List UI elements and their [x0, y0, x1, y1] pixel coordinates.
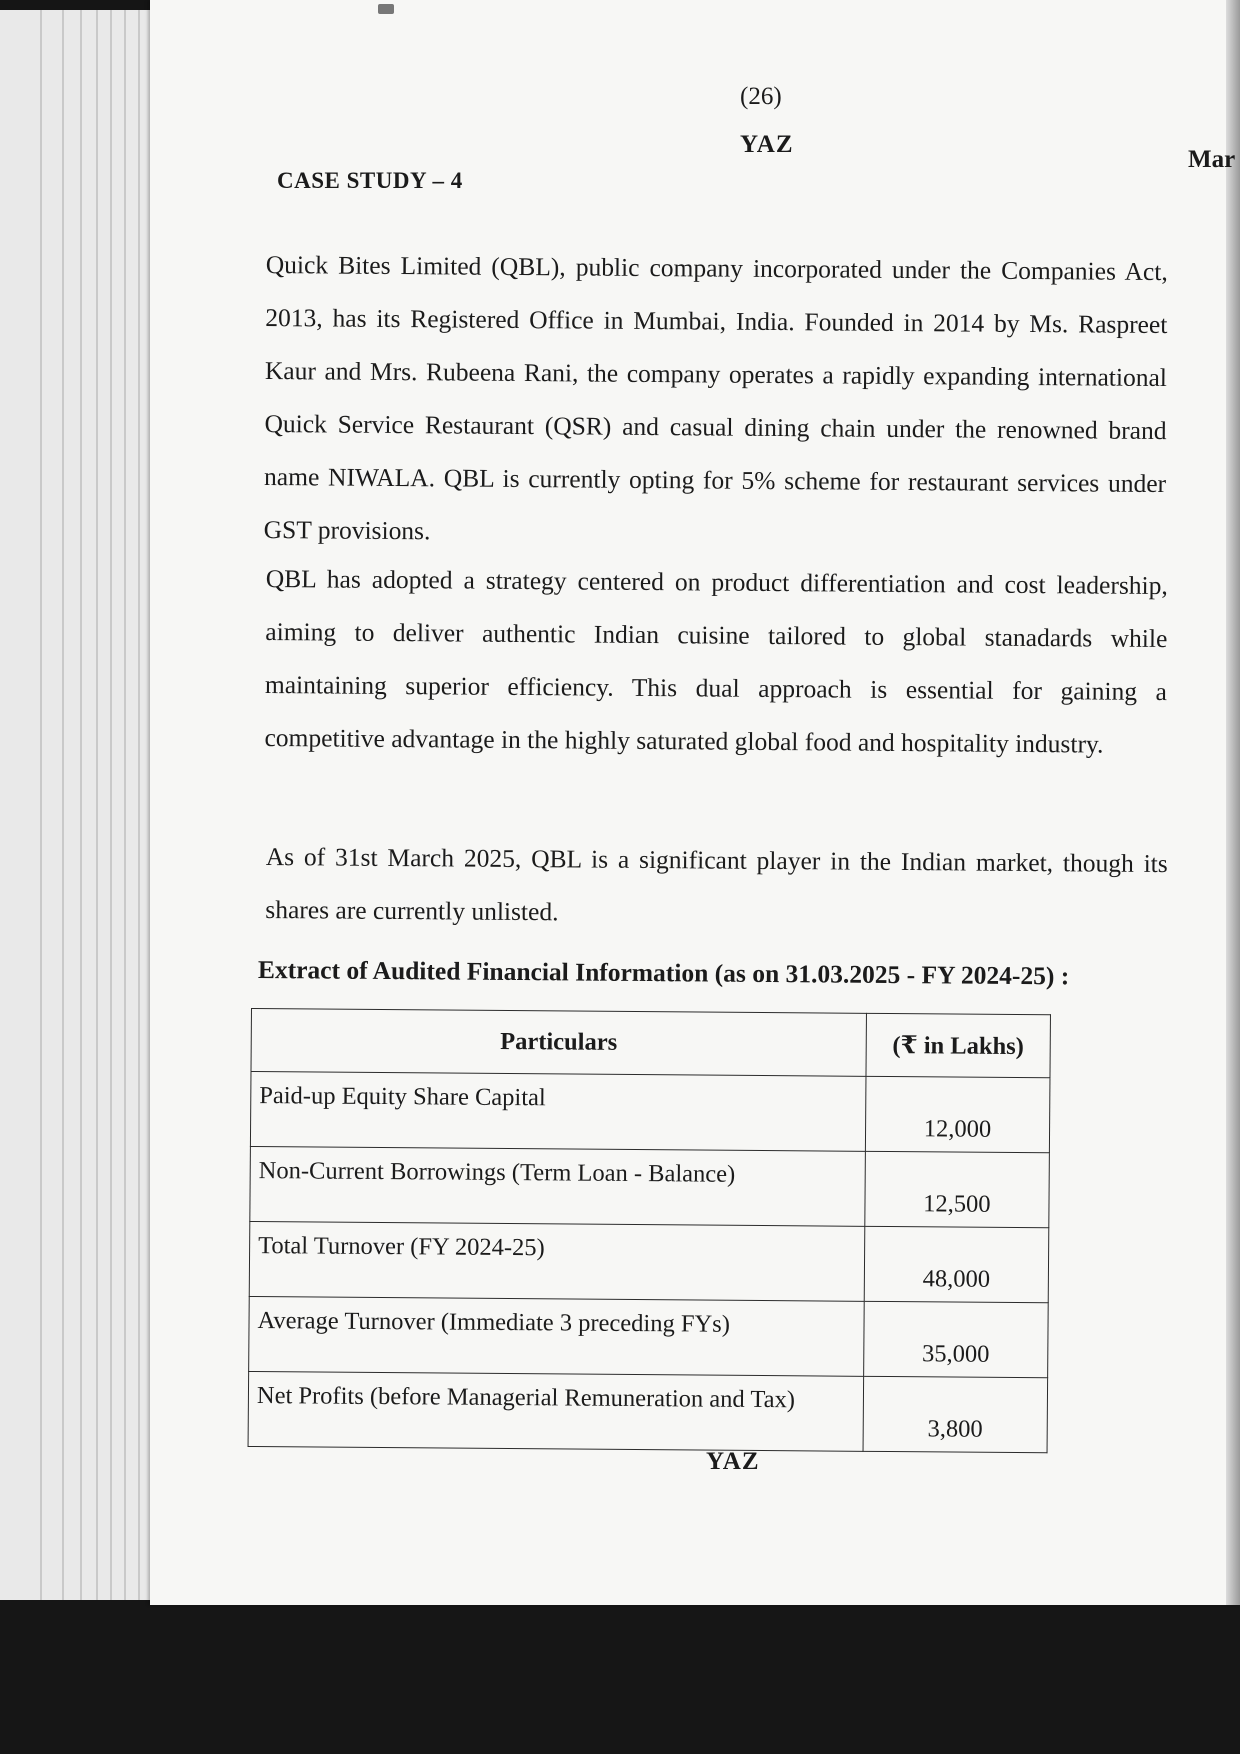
table-row: [248, 1371, 1048, 1452]
row-amount: 35,000: [864, 1301, 1049, 1377]
row-amount: 48,000: [864, 1226, 1049, 1302]
table-row: [250, 1072, 1050, 1153]
column-header-particulars: Particulars: [251, 1009, 866, 1077]
header-right-cut-text: Mar: [1188, 146, 1236, 173]
binding-mark: [378, 4, 394, 14]
row-particular: Paid-up Equity Share Capital: [250, 1072, 865, 1152]
scan-background-bottom: [0, 1600, 1240, 1754]
stacked-page-edges: [0, 10, 171, 1610]
paragraph-company-intro: Quick Bites Limited (QBL), public company incorporated under the Companies Act, 2013, has its Registered Office in Mumbai, India. Founded in 2014 by Ms. Raspreet Kaur and Mrs. Rubeena Rani, the company operates a rapidly expanding international Quick Service Restaurant (QSR) and casual dining chain under the renowned brand name NIWALA. QBL is currently opting for 5% scheme for restaurant services under GST provisions.: [263, 249, 1168, 546]
row-amount: 12,000: [865, 1076, 1050, 1152]
table-header-row: [251, 1009, 1050, 1078]
financial-table: [248, 1008, 1051, 1453]
financial-table-title: Extract of Audited Financial Information (as on 31.03.2025 - FY 2024-25) :: [257, 955, 1070, 991]
row-amount: 12,500: [865, 1151, 1050, 1227]
table-row: [250, 1146, 1050, 1227]
page-number: (26): [740, 83, 782, 110]
header-code: YAZ: [740, 131, 794, 158]
footer-code: YAZ: [706, 1448, 760, 1475]
table-row: [249, 1221, 1049, 1302]
page-curl-edge: [1226, 0, 1240, 1605]
row-particular: Average Turnover (Immediate 3 preceding FYs): [249, 1296, 864, 1376]
case-study-title: CASE STUDY – 4: [277, 168, 463, 193]
table-row: [249, 1296, 1049, 1377]
paragraph-market-position: As of 31st March 2025, QBL is a significant player in the Indian market, though its shares are currently unlisted.: [265, 841, 1168, 927]
column-header-amount: (₹ in Lakhs): [866, 1013, 1051, 1077]
row-particular: Total Turnover (FY 2024-25): [249, 1221, 864, 1301]
paragraph-strategy: QBL has adopted a strategy centered on product differentiation and cost leadership, aiming to deliver authentic Indian cuisine tailored to global stanadards while maintaining superior efficiency. This dual approach is essential for gaining a competitive advantage in the highly saturated global food and hospitality industry.: [264, 563, 1168, 759]
row-amount: 3,800: [863, 1376, 1048, 1452]
row-particular: Non-Current Borrowings (Term Loan - Balance): [250, 1146, 865, 1226]
row-particular: Net Profits (before Managerial Remuneration and Tax): [248, 1371, 863, 1451]
